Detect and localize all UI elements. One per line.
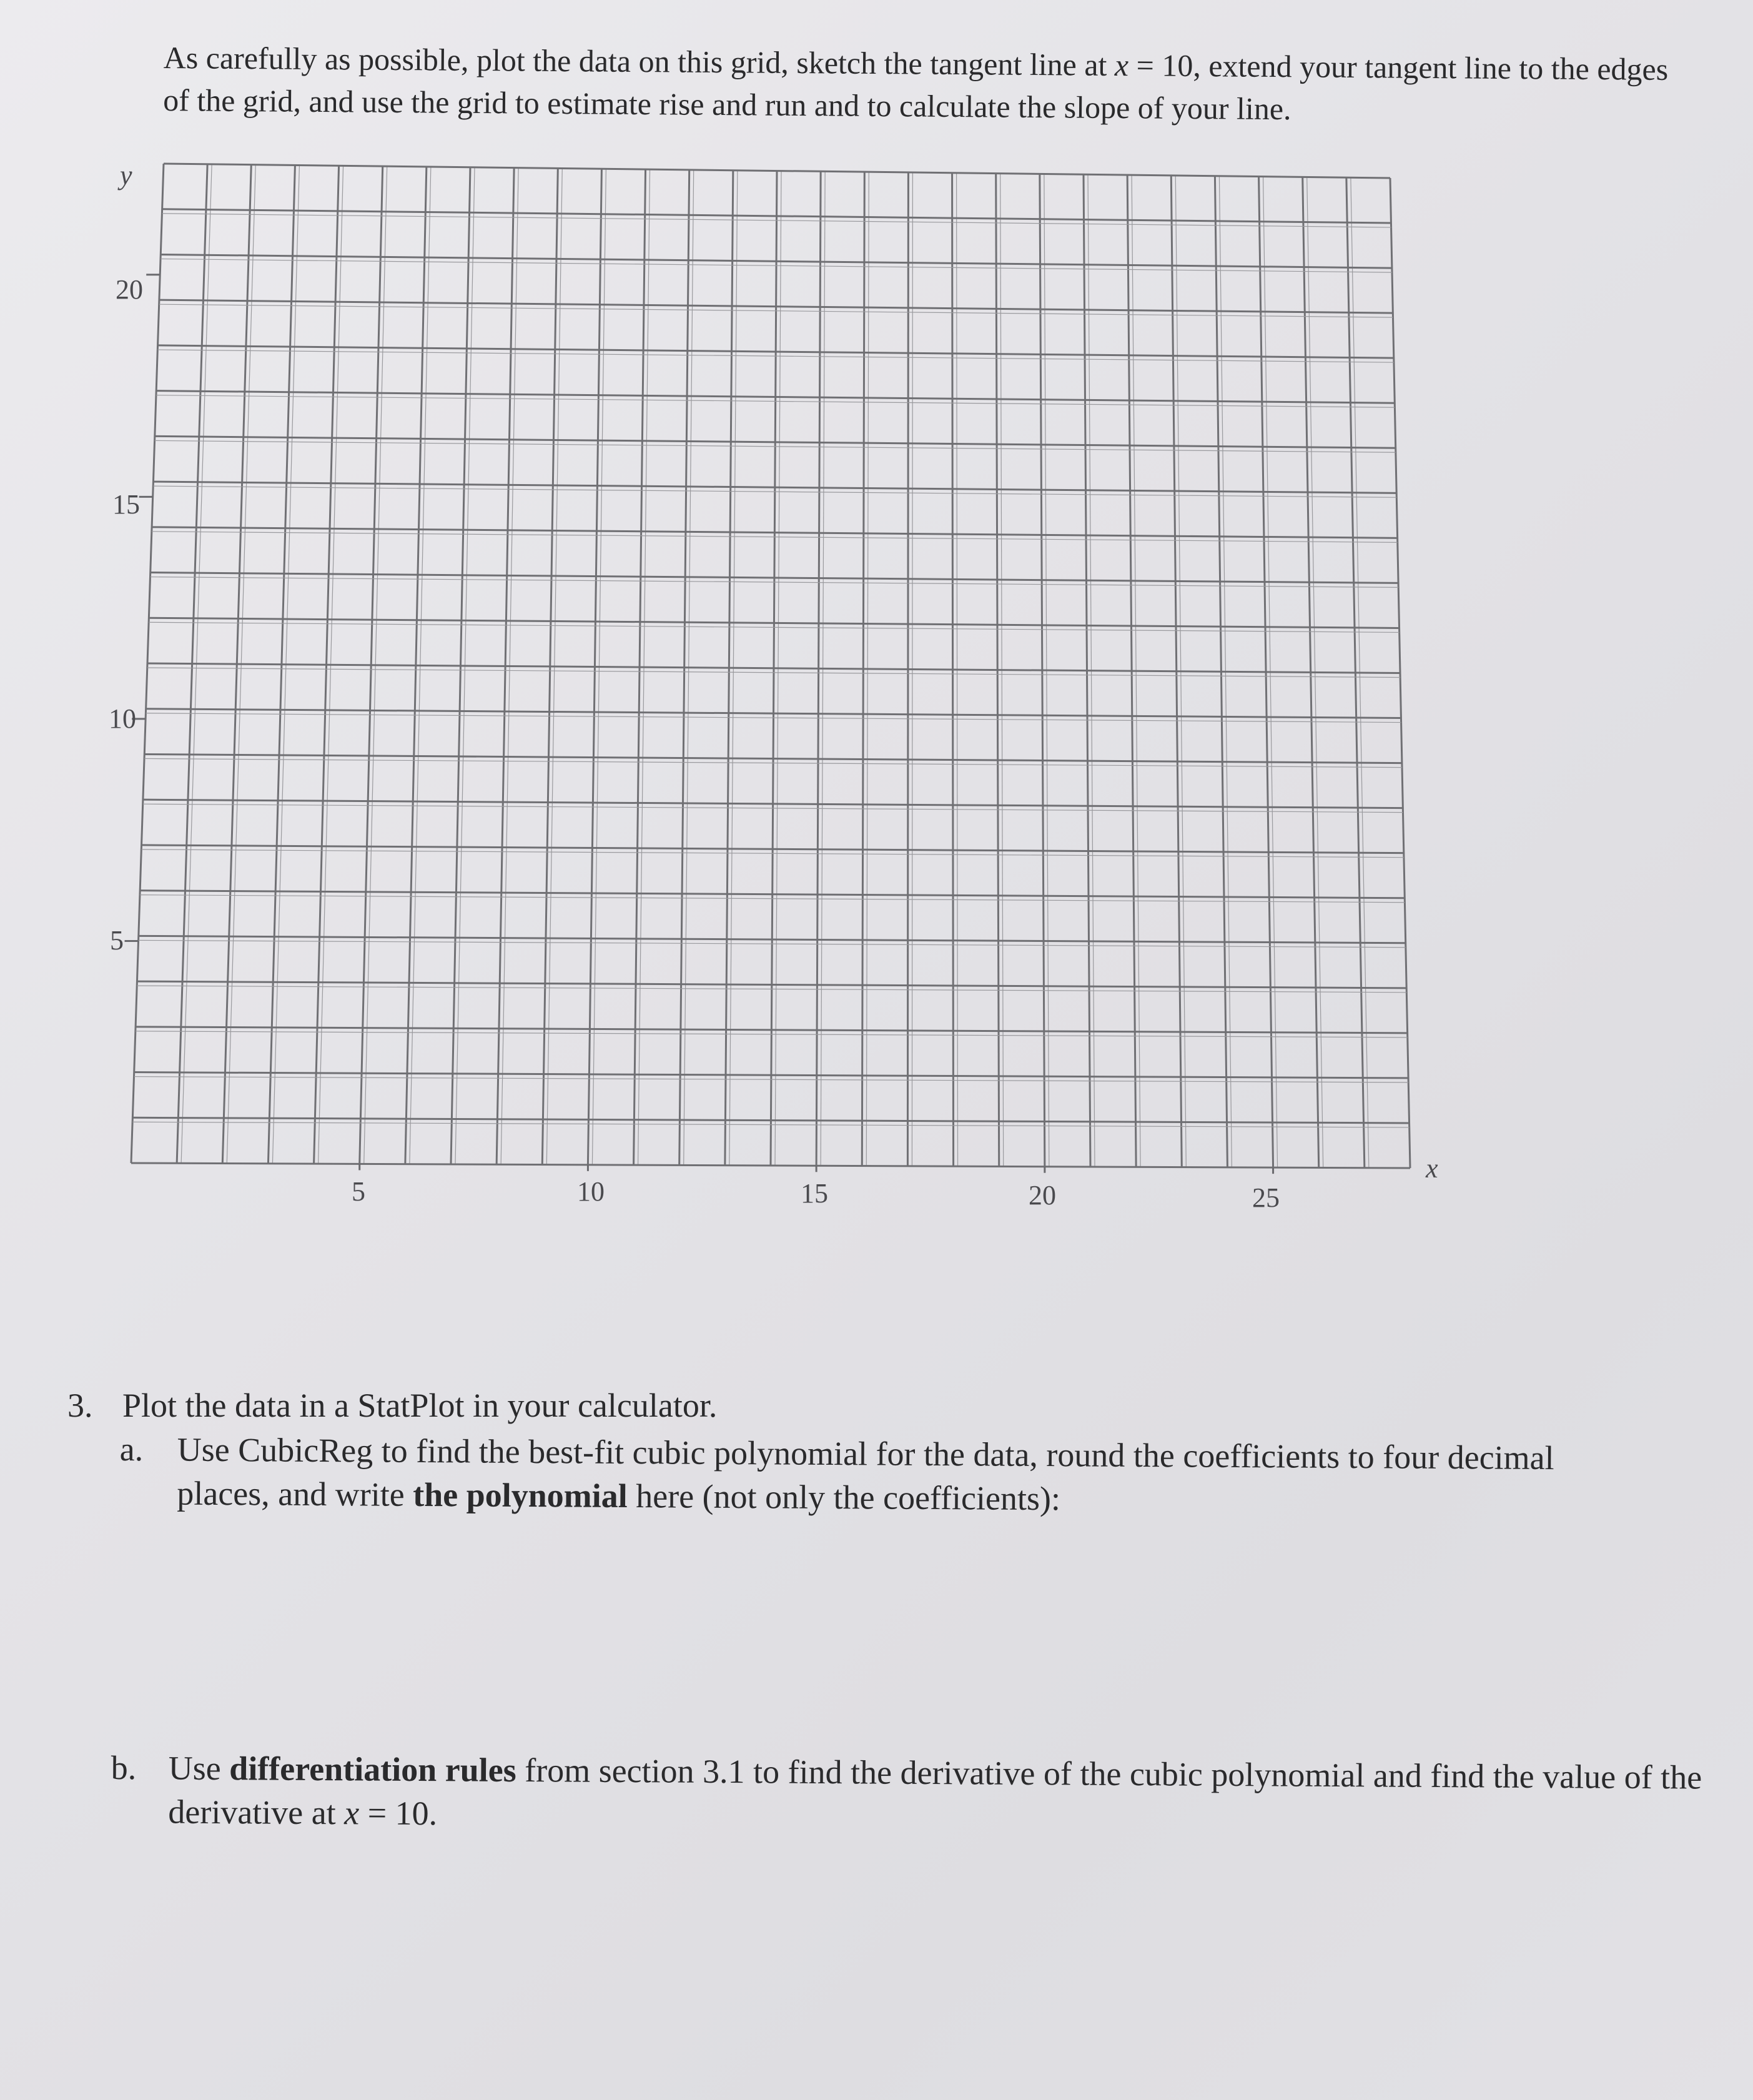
question-3b-text: Use differentiation rules from section 3.1 to find the derivative of the cubic polynomial and find the value of the derivative at x = 10. <box>168 1749 1702 1833</box>
question-3a <box>119 1427 1650 1524</box>
y-axis-label: y <box>120 160 132 191</box>
y-tick-label: 20 <box>116 274 143 305</box>
x-variable: x <box>344 1794 360 1832</box>
instructions-text: As carefully as possible, plot the data on this grid, sketch the tangent line at x = 10, extend your tangent line to the edges of the grid, and use the grid to estimate rise and run and to calculate the slope of your line. <box>162 39 1669 127</box>
y-tick-label: 10 <box>109 703 136 734</box>
emphasis-polynomial: the polynomial <box>413 1475 628 1515</box>
part-letter: a. <box>119 1430 144 1469</box>
y-tick-label: 15 <box>112 489 140 520</box>
x-tick-label: 25 <box>1252 1182 1280 1213</box>
emphasis-differentiation-rules: differentiation rules <box>229 1750 516 1789</box>
part-letter: b. <box>111 1749 137 1787</box>
y-tick-label: 5 <box>110 925 124 956</box>
x-axis-label: x <box>1426 1153 1438 1184</box>
x-variable: x <box>1114 47 1129 83</box>
question-3 <box>67 1384 717 1427</box>
x-tick-label: 15 <box>801 1178 828 1209</box>
question-number: 3. <box>67 1387 93 1424</box>
x-tick-label: 10 <box>577 1176 605 1207</box>
question-3b <box>111 1746 1710 1843</box>
x-tick-label: 20 <box>1029 1180 1056 1211</box>
x-tick-label: 5 <box>352 1176 365 1207</box>
question-3a-text: Use CubicReg to find the best-fit cubic polynomial for the data, round the coefficients to four decimal places, and write the polynomial here (not only the coefficients): <box>177 1430 1554 1518</box>
question-3-text: Plot the data in a StatPlot in your calculator. <box>122 1387 718 1424</box>
